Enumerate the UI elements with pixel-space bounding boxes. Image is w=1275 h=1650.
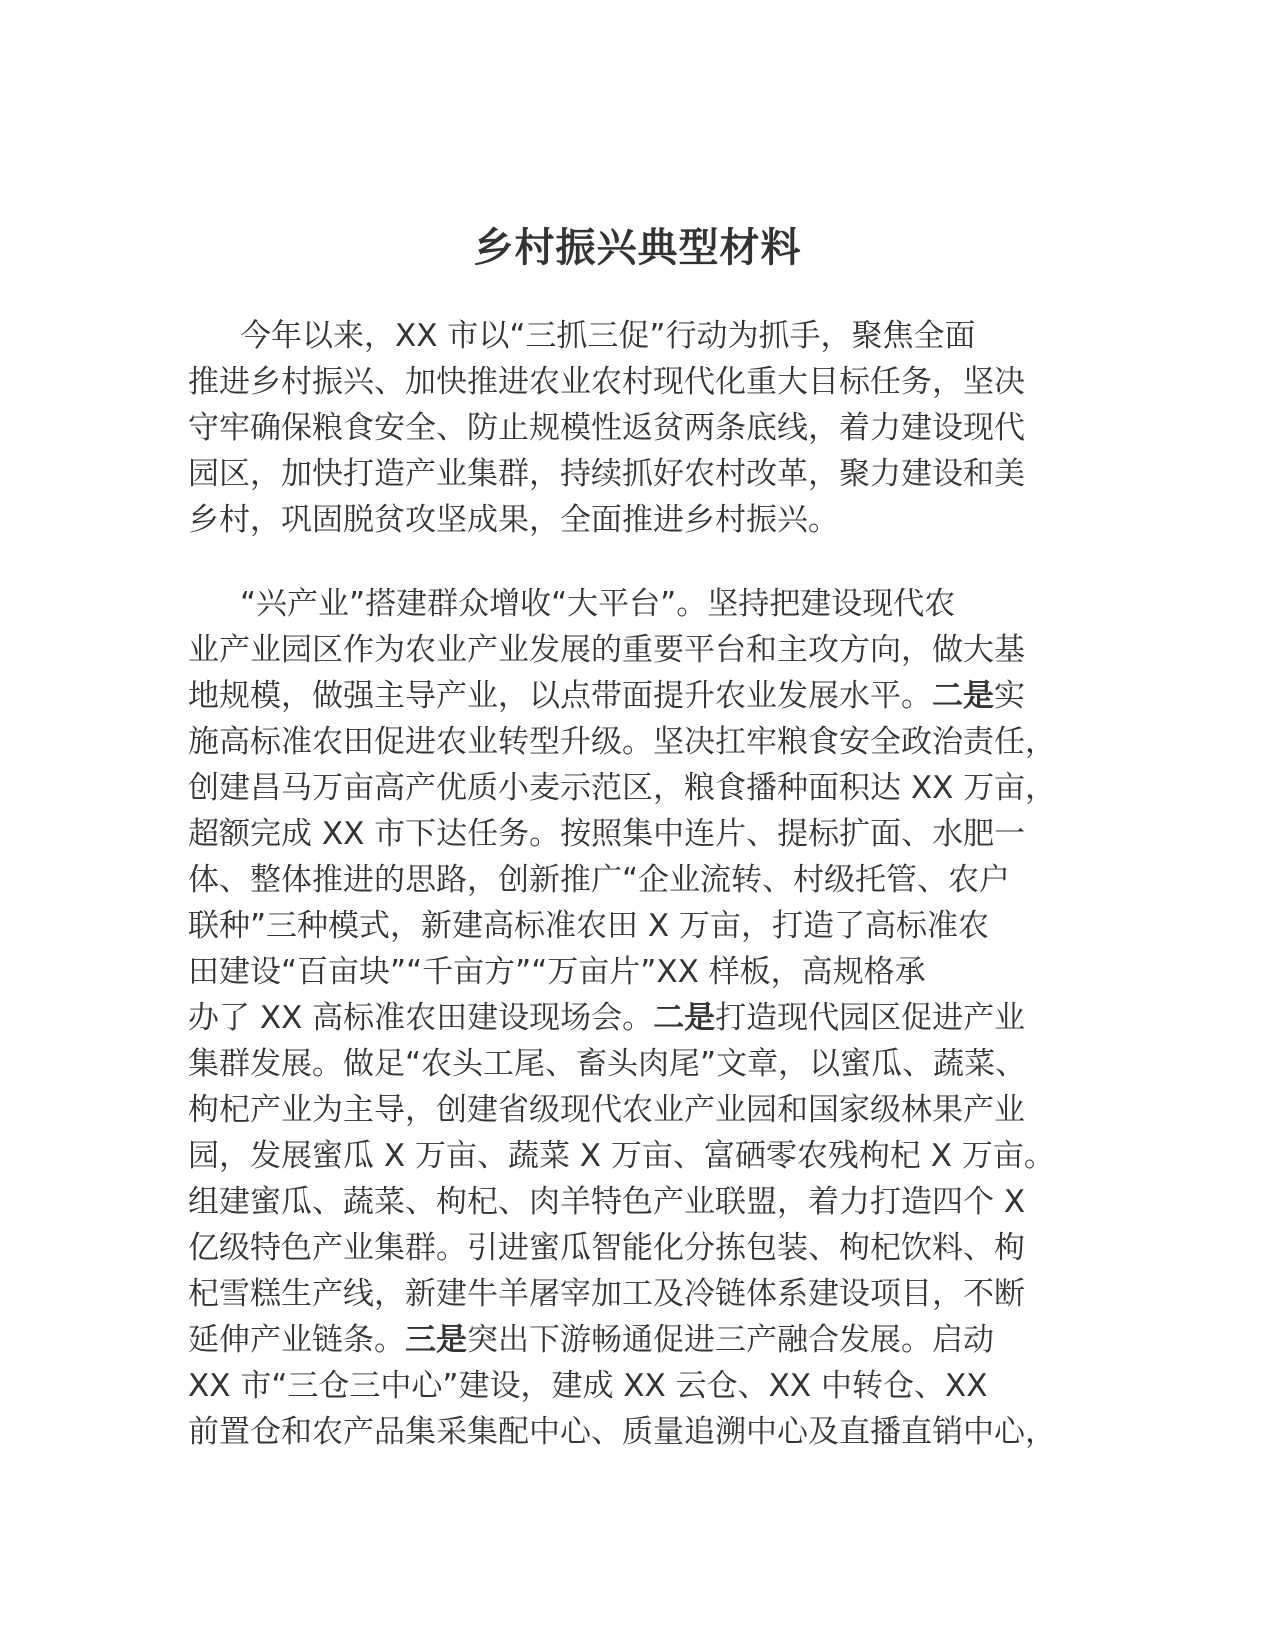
paragraph-line: 超额完成 XX 市下达任务。按照集中连片、提标扩面、水肥一	[188, 816, 1026, 852]
paragraph-industry	[188, 581, 1108, 1455]
paragraph-line: 园区，加快打造产业集群，持续抓好农村改革，聚力建设和美	[188, 456, 1025, 492]
paragraph-line: 延伸产业链条。三是突出下游畅通促进三产融合发展。启动	[188, 1322, 994, 1358]
paragraph-line: 创建昌马万亩高产优质小麦示范区，粮食播种面积达 XX 万亩，	[188, 770, 1057, 806]
paragraph-intro	[188, 313, 1108, 543]
paragraph-line: 体、整体推进的思路，创新推广“企业流转、村级托管、农户	[188, 862, 1011, 898]
paragraph-line: 推进乡村振兴、加快推进农业农村现代化重大目标任务，坚决	[188, 364, 1025, 400]
paragraph-line: 杞雪糕生产线，新建牛羊屠宰加工及冷链体系建设项目，不断	[188, 1276, 1025, 1312]
bold-marker: 三是	[405, 1322, 467, 1358]
paragraph-line: 今年以来，XX 市以“三抓三促”行动为抓手，聚焦全面	[240, 318, 976, 354]
paragraph-line: 集群发展。做足“农头工尾、畜头肉尾”文章，以蜜瓜、蔬菜、	[188, 1046, 1027, 1082]
paragraph-line: 联种”三种模式，新建高标准农田 X 万亩，打造了高标准农	[188, 908, 990, 944]
paragraph-line: 前置仓和农产品集采集配中心、质量追溯中心及直播直销中心，	[188, 1414, 1056, 1450]
paragraph-line: 乡村，巩固脱贫攻坚成果，全面推进乡村振兴。	[188, 502, 839, 538]
paragraph-line: “兴产业”搭建群众增收“大平台”。坚持把建设现代农	[240, 586, 956, 622]
paragraph-line: 施高标准农田促进农业转型升级。坚决扛牢粮食安全政治责任，	[188, 724, 1056, 760]
paragraph-line: 守牢确保粮食安全、防止规模性返贫两条底线，着力建设现代	[188, 410, 1025, 446]
paragraph-line: 园，发展蜜瓜 X 万亩、蔬菜 X 万亩、富硒零农残枸杞 X 万亩。	[188, 1138, 1055, 1174]
paragraph-line: 枸杞产业为主导，创建省级现代农业产业园和国家级林果产业	[188, 1092, 1025, 1128]
document-title: 乡村振兴典型材料	[473, 225, 802, 271]
paragraph-line: 亿级特色产业集群。引进蜜瓜智能化分拣包装、枸杞饮料、枸	[188, 1230, 1025, 1266]
paragraph-line: 业产业园区作为农业产业发展的重要平台和主攻方向，做大基	[188, 632, 1025, 668]
paragraph-line: 田建设“百亩块”“千亩方”“万亩片”XX 样板，高规格承	[188, 954, 926, 990]
paragraph-line: 办了 XX 高标准农田建设现场会。二是打造现代园区促进产业	[188, 1000, 1026, 1036]
paragraph-line: 组建蜜瓜、蔬菜、枸杞、肉羊特色产业联盟，着力打造四个 X	[188, 1184, 1026, 1220]
paragraph-line: 地规模，做强主导产业，以点带面提升农业发展水平。二是实	[188, 678, 1025, 714]
bold-marker: 二是	[653, 1000, 716, 1036]
paragraph-line: XX 市“三仓三中心”建设，建成 XX 云仓、XX 中转仓、XX	[188, 1368, 988, 1404]
bold-marker: 二是	[932, 678, 994, 714]
